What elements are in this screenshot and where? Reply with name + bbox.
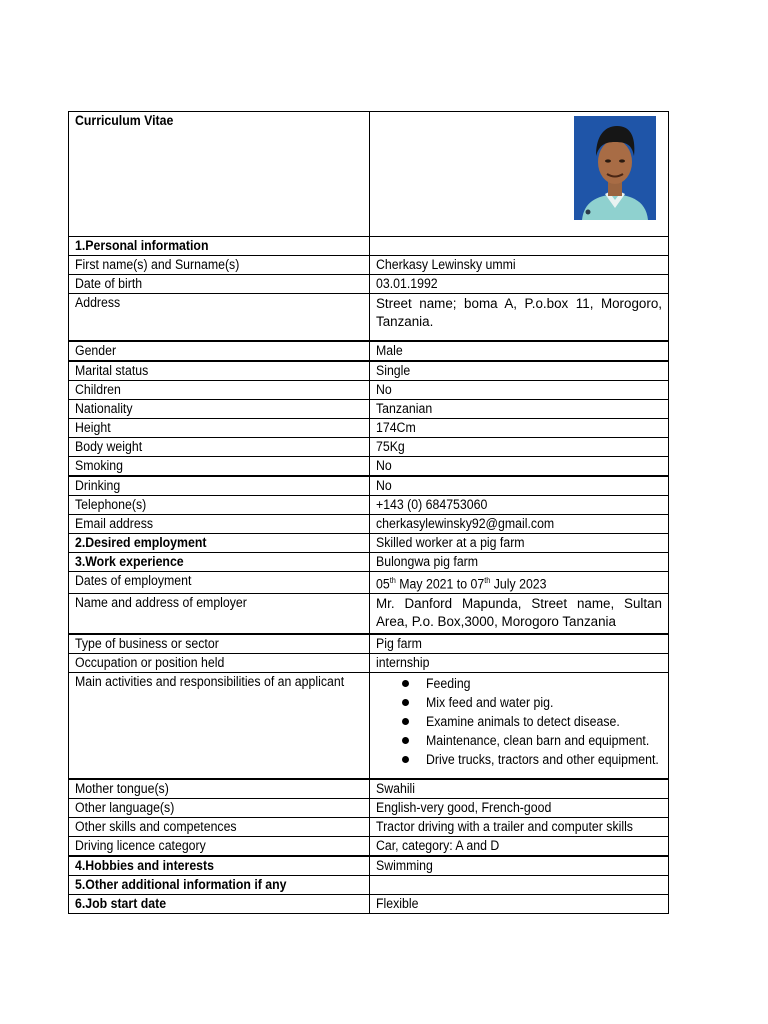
activity-text: Feeding bbox=[426, 675, 471, 691]
profile-photo bbox=[574, 116, 656, 220]
row-label: Other language(s) bbox=[75, 800, 175, 816]
dates-value-cell bbox=[370, 571, 669, 593]
row-value: Tractor driving with a trailer and computer skills bbox=[376, 819, 633, 835]
person-portrait-icon bbox=[574, 116, 656, 220]
row-label-cell bbox=[69, 399, 370, 418]
occupation-row bbox=[69, 653, 669, 672]
row-label: Nationality bbox=[75, 400, 133, 416]
desired-row bbox=[69, 533, 669, 552]
occupation-value-cell bbox=[370, 653, 669, 672]
row-label-cell bbox=[69, 818, 370, 837]
row-label: Children bbox=[75, 381, 121, 397]
row-label-cell bbox=[69, 514, 370, 533]
row-label: Telephone(s) bbox=[75, 496, 147, 512]
email-value: cherkasylewinsky92@gmail.com bbox=[376, 515, 555, 531]
row-label: Email address bbox=[75, 515, 154, 531]
row-label-cell bbox=[69, 476, 370, 496]
hobbies-row bbox=[69, 856, 669, 876]
activities-row bbox=[69, 672, 669, 779]
row-label-cell bbox=[69, 294, 370, 341]
date-start-day: 05 bbox=[376, 575, 390, 591]
row-label: Gender bbox=[75, 342, 117, 358]
table-row bbox=[69, 256, 669, 275]
row-value-cell bbox=[370, 456, 669, 476]
row-value-cell bbox=[370, 380, 669, 399]
row-value-cell bbox=[370, 361, 669, 381]
job-start-value: Flexible bbox=[376, 896, 419, 912]
activity-text: Maintenance, clean barn and equipment. bbox=[426, 732, 650, 748]
additional-value-cell bbox=[370, 876, 669, 895]
work-heading: 3.Work experience bbox=[75, 553, 184, 569]
activities-list bbox=[376, 674, 662, 769]
table-row bbox=[69, 399, 669, 418]
business-label: Type of business or sector bbox=[75, 635, 219, 651]
cv-title-cell bbox=[69, 112, 370, 237]
table-row bbox=[69, 275, 669, 294]
list-item bbox=[400, 712, 662, 731]
date-end-sup: th bbox=[484, 575, 491, 585]
row-label: Mother tongue(s) bbox=[75, 781, 169, 797]
activities-label-cell bbox=[69, 672, 370, 779]
table-row bbox=[69, 294, 669, 341]
employer-value-cell bbox=[370, 593, 669, 634]
row-label-cell bbox=[69, 799, 370, 818]
work-row bbox=[69, 552, 669, 571]
row-value: Tanzanian bbox=[376, 400, 433, 416]
desired-value-cell bbox=[370, 533, 669, 552]
table-row bbox=[69, 837, 669, 857]
desired-value: Skilled worker at a pig farm bbox=[376, 534, 525, 550]
row-value: Swahili bbox=[376, 781, 416, 797]
table-row bbox=[69, 361, 669, 381]
list-item bbox=[400, 731, 662, 750]
row-value-cell bbox=[370, 495, 669, 514]
address-value-cell bbox=[370, 294, 669, 341]
dates-label-cell bbox=[69, 571, 370, 593]
table-row bbox=[69, 799, 669, 818]
row-value-cell bbox=[370, 818, 669, 837]
row-label-cell bbox=[69, 495, 370, 514]
table-row bbox=[69, 341, 669, 361]
personal-heading-row bbox=[69, 237, 669, 256]
job-start-row bbox=[69, 895, 669, 914]
table-row bbox=[69, 514, 669, 533]
date-start-rest: May 2021 to 07 bbox=[395, 575, 485, 591]
list-item bbox=[400, 750, 662, 769]
row-value: English-very good, French-good bbox=[376, 800, 552, 816]
hobbies-value-cell bbox=[370, 856, 669, 876]
employer-label-cell bbox=[69, 593, 370, 634]
row-value: No bbox=[376, 381, 392, 397]
photo-cell bbox=[370, 112, 669, 237]
job-start-value-cell bbox=[370, 895, 669, 914]
row-label: Other skills and competences bbox=[75, 819, 237, 835]
occupation-label-cell bbox=[69, 653, 370, 672]
row-label-cell bbox=[69, 437, 370, 456]
row-value-cell bbox=[370, 799, 669, 818]
personal-heading-cell bbox=[69, 237, 370, 256]
row-label: Smoking bbox=[75, 457, 123, 473]
additional-heading-cell bbox=[69, 876, 370, 895]
activity-text: Drive trucks, tractors and other equipment. bbox=[426, 751, 659, 767]
activity-text: Examine animals to detect disease. bbox=[426, 713, 620, 729]
row-label: Date of birth bbox=[75, 276, 143, 291]
row-label-cell bbox=[69, 779, 370, 799]
row-value: Single bbox=[376, 362, 411, 378]
hobbies-heading-cell bbox=[69, 856, 370, 876]
row-value-cell bbox=[370, 514, 669, 533]
row-label: Height bbox=[75, 419, 111, 435]
table-row bbox=[69, 437, 669, 456]
row-label-cell bbox=[69, 456, 370, 476]
date-end-rest: July 2023 bbox=[490, 575, 547, 591]
activities-value-cell bbox=[370, 672, 669, 779]
row-value-cell bbox=[370, 399, 669, 418]
employer-label: Name and address of employer bbox=[75, 594, 247, 610]
row-label: Marital status bbox=[75, 362, 149, 378]
row-label-cell bbox=[69, 418, 370, 437]
table-row bbox=[69, 380, 669, 399]
row-value-cell bbox=[370, 418, 669, 437]
row-label-cell bbox=[69, 256, 370, 275]
hobbies-value: Swimming bbox=[376, 858, 433, 874]
desired-heading-cell bbox=[69, 533, 370, 552]
job-start-heading-cell bbox=[69, 895, 370, 914]
row-label-cell bbox=[69, 380, 370, 399]
employer-value: Mr. Danford Mapunda, Street name, Sultan Area, P.o. Box,3000, Morogoro Tanzania bbox=[376, 595, 662, 629]
row-label-cell bbox=[69, 837, 370, 857]
row-value: Male bbox=[376, 342, 403, 358]
row-value: +143 (0) 684753060 bbox=[376, 496, 488, 512]
activities-label: Main activities and responsibilities of an applicant bbox=[75, 673, 345, 689]
cv-table bbox=[68, 111, 669, 914]
dates-row bbox=[69, 571, 669, 593]
table-row bbox=[69, 779, 669, 799]
row-value-cell bbox=[370, 476, 669, 496]
dates-value bbox=[376, 573, 547, 591]
row-value-cell bbox=[370, 275, 669, 294]
additional-heading: 5.Other additional information if any bbox=[75, 877, 287, 893]
row-label-cell bbox=[69, 361, 370, 381]
row-label-cell bbox=[69, 275, 370, 294]
row-value: No bbox=[376, 457, 392, 473]
occupation-value: internship bbox=[376, 654, 430, 670]
activity-text: Mix feed and water pig. bbox=[426, 694, 554, 710]
cv-title: Curriculum Vitae bbox=[75, 113, 174, 128]
row-value: Street name; boma A, P.o.box 11, Morogoro, Tanzania. bbox=[376, 296, 662, 329]
row-value-cell bbox=[370, 779, 669, 799]
business-label-cell bbox=[69, 634, 370, 654]
dates-label: Dates of employment bbox=[75, 572, 192, 588]
date-start-sup: th bbox=[389, 575, 396, 585]
table-row bbox=[69, 476, 669, 496]
list-item bbox=[400, 693, 662, 712]
employer-row bbox=[69, 593, 669, 634]
work-value-cell bbox=[370, 552, 669, 571]
cv-header-row bbox=[69, 112, 669, 237]
personal-heading-empty bbox=[370, 237, 669, 256]
desired-heading: 2.Desired employment bbox=[75, 534, 207, 550]
row-label: Address bbox=[75, 295, 121, 310]
row-value-cell bbox=[370, 437, 669, 456]
row-label: Body weight bbox=[75, 438, 143, 454]
table-row bbox=[69, 495, 669, 514]
work-heading-cell bbox=[69, 552, 370, 571]
personal-heading: 1.Personal information bbox=[75, 238, 209, 253]
row-value: 174Cm bbox=[376, 419, 416, 435]
job-start-heading: 6.Job start date bbox=[75, 896, 167, 912]
row-value-cell bbox=[370, 341, 669, 361]
business-row bbox=[69, 634, 669, 654]
table-row bbox=[69, 818, 669, 837]
row-label-cell bbox=[69, 341, 370, 361]
row-value: 75Kg bbox=[376, 438, 405, 454]
list-item bbox=[400, 674, 662, 693]
row-value-cell bbox=[370, 256, 669, 275]
row-label: First name(s) and Surname(s) bbox=[75, 257, 240, 272]
work-value: Bulongwa pig farm bbox=[376, 553, 479, 569]
row-value: 03.01.1992 bbox=[376, 276, 438, 291]
row-value: Cherkasy Lewinsky ummi bbox=[376, 257, 516, 272]
additional-row bbox=[69, 876, 669, 895]
table-row bbox=[69, 418, 669, 437]
row-value: No bbox=[376, 477, 392, 493]
row-value-cell bbox=[370, 837, 669, 857]
row-label: Drinking bbox=[75, 477, 121, 493]
business-value: Pig farm bbox=[376, 635, 422, 651]
row-label: Driving licence category bbox=[75, 838, 206, 854]
table-row bbox=[69, 456, 669, 476]
occupation-label: Occupation or position held bbox=[75, 654, 225, 670]
row-value: Car, category: A and D bbox=[376, 838, 500, 854]
hobbies-heading: 4.Hobbies and interests bbox=[75, 858, 214, 874]
business-value-cell bbox=[370, 634, 669, 654]
